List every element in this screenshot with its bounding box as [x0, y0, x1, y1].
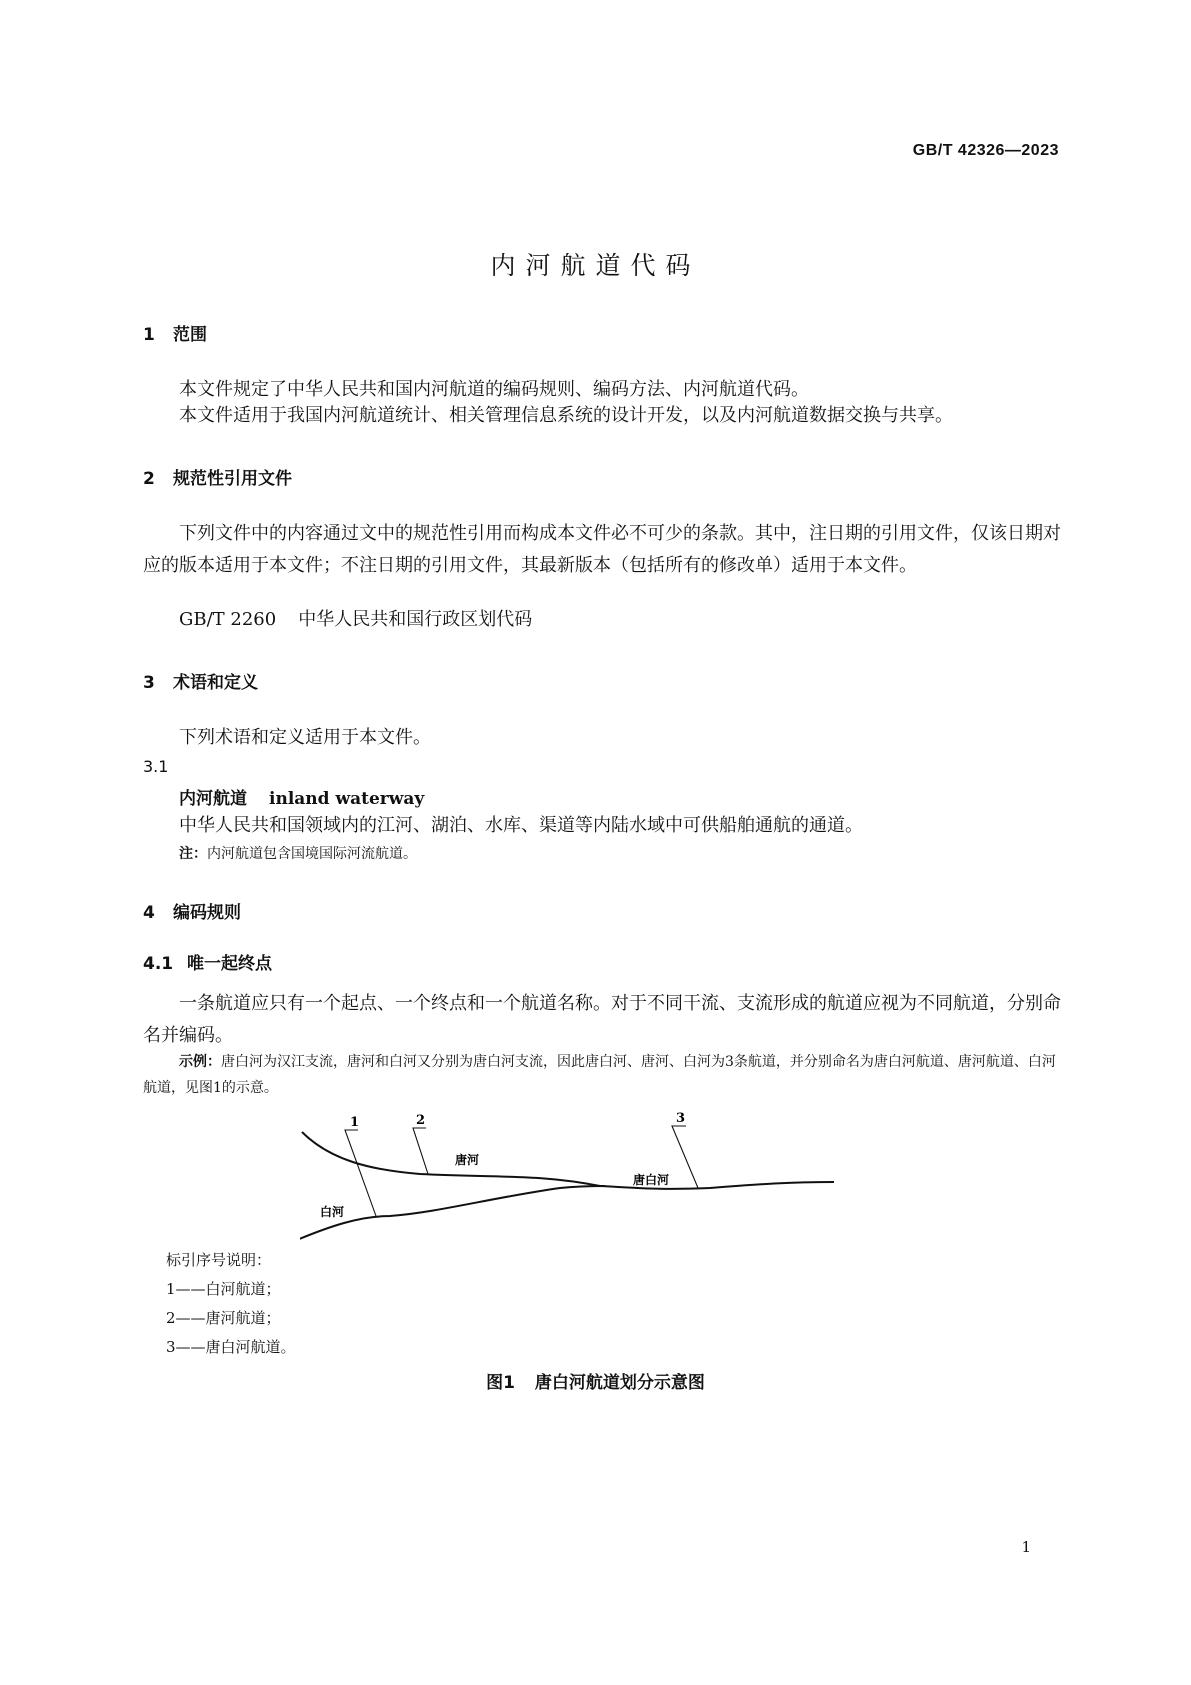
- section-number: 2: [143, 469, 155, 489]
- section-title: 术语和定义: [173, 673, 258, 693]
- example-note: [143, 1049, 1061, 1101]
- section-title: 编码规则: [173, 903, 241, 923]
- section-4-heading: [143, 898, 241, 923]
- normative-reference: [179, 604, 532, 636]
- waterway-diagram: [300, 1108, 840, 1248]
- section-2-paragraph: 下列文件中的内容通过文中的规范性引用而构成本文件必不可少的条款。其中，注日期的引用文件，仅该日期对应的版本适用于本文件；不注日期的引用文件，其最新版本（包括所有的修改单）适用于本文件。: [143, 523, 1061, 576]
- figure-key: [166, 1246, 296, 1362]
- section-1-para-2: 本文件适用于我国内河航道统计、相关管理信息系统的设计开发，以及内河航道数据交换与共享。: [179, 405, 953, 426]
- section-1-heading: [143, 320, 207, 345]
- reference-title: 中华人民共和国行政区划代码: [298, 609, 533, 630]
- example-text: 唐白河为汉江支流，唐河和白河又分别为唐白河支流，因此唐白河、唐河、白河为3条航道，并分别命名为唐白河航道、唐河航道、白河航道，见图1的示意。: [143, 1054, 1056, 1096]
- section-2-heading: [143, 464, 292, 489]
- figure-key-item: 2——唐河航道；: [166, 1309, 281, 1327]
- note-text: 内河航道包含国境国际河流航道。: [207, 846, 417, 862]
- note-label: 注：: [179, 846, 207, 862]
- callout-3-leader: [672, 1126, 698, 1188]
- callout-2-leader: [413, 1128, 428, 1174]
- subsection-number: 4.1: [143, 954, 174, 974]
- reference-code: GB/T 2260: [179, 609, 277, 630]
- term-chinese: 内河航道: [179, 789, 247, 809]
- figure-key-item: 3——唐白河航道。: [166, 1338, 296, 1356]
- baihe-river-line: [300, 1186, 605, 1242]
- figure-caption: [0, 1368, 1191, 1393]
- figure-key-item: 1——白河航道；: [166, 1280, 281, 1298]
- figure-key-title: 标引序号说明：: [166, 1251, 272, 1269]
- callout-1-number: 1: [350, 1115, 360, 1130]
- section-title: 规范性引用文件: [173, 469, 292, 489]
- term-definition: 中华人民共和国领域内的江河、湖泊、水库、渠道等内陆水域中可供船舶通航的通道。: [179, 815, 863, 836]
- label-tanghe: 唐河: [455, 1153, 480, 1167]
- callout-2-number: 2: [416, 1113, 426, 1128]
- subsection-title: 唯一起终点: [187, 954, 272, 974]
- term-number: 3.1: [143, 757, 169, 776]
- subsection-4-1-heading: [143, 949, 272, 974]
- section-number: 4: [143, 903, 155, 923]
- tanghe-river-line: [302, 1132, 600, 1186]
- section-1-para-1: 本文件规定了中华人民共和国内河航道的编码规则、编码方法、内河航道代码。: [179, 379, 809, 400]
- figure-caption-number: 图1: [486, 1373, 515, 1393]
- label-tangbaihe: 唐白河: [633, 1173, 670, 1187]
- document-title: 内河航道代码: [490, 251, 701, 280]
- subsection-4-1-paragraph: 一条航道应只有一个起点、一个终点和一个航道名称。对于不同干流、支流形成的航道应视为不同航道，分别命名并编码。: [143, 993, 1061, 1046]
- label-baihe: 白河: [320, 1205, 345, 1219]
- section-3-intro: 下列术语和定义适用于本文件。: [179, 727, 431, 748]
- page-number: 1: [1021, 1538, 1031, 1556]
- section-number: 1: [143, 325, 155, 345]
- term-english: inland waterway: [269, 789, 425, 809]
- section-number: 3: [143, 673, 155, 693]
- section-title: 范围: [173, 325, 207, 345]
- example-label: 示例：: [179, 1054, 221, 1070]
- section-3-heading: [143, 668, 258, 693]
- standard-number: GB/T 42326—2023: [912, 142, 1059, 159]
- callout-1-leader: [345, 1130, 376, 1216]
- figure-caption-text: 唐白河航道划分示意图: [534, 1373, 705, 1393]
- term-entry: [179, 784, 424, 809]
- callout-3-number: 3: [676, 1111, 686, 1126]
- term-note: [179, 843, 417, 863]
